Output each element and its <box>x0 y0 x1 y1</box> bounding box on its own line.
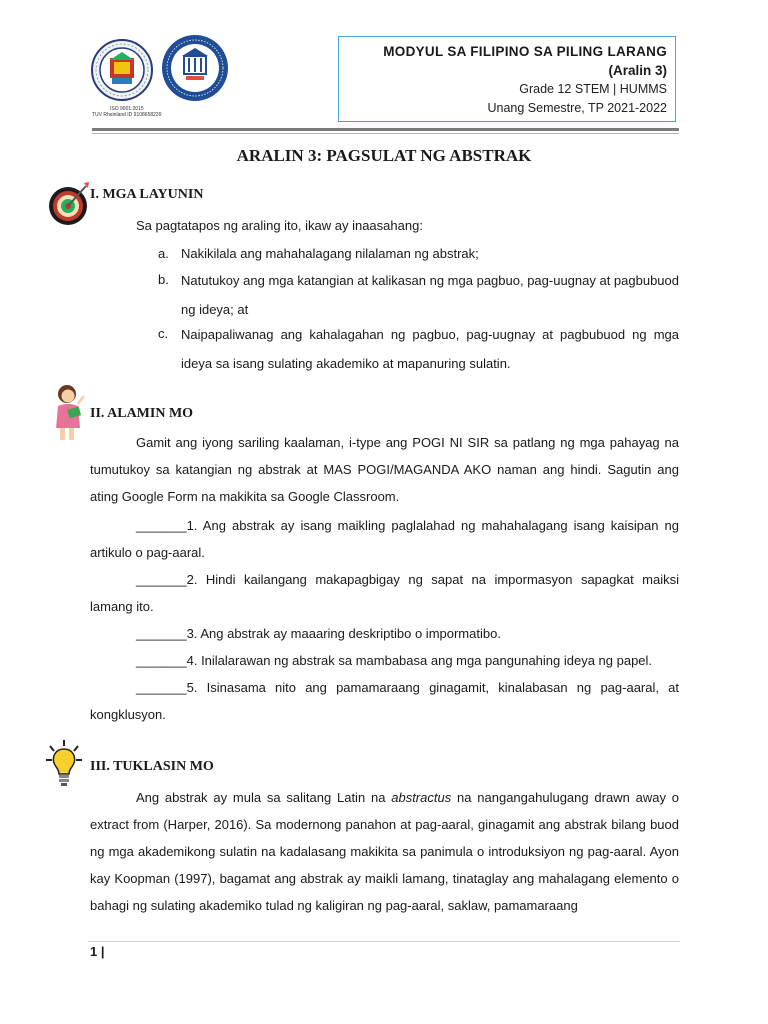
statement-4: _______4. Inilalarawan ng abstrak sa mambabasa ang mga pangunahing ideya ng papel. <box>136 653 653 668</box>
section-3-heading: III. TUKLASIN MO <box>90 759 214 774</box>
section-3-paragraph <box>90 784 679 919</box>
lightbulb-icon <box>44 738 84 788</box>
objective-b-text: Natutukoy ang mga katangian at kalikasan ng mga pagbuo, pag-uugnay at pagbubuod ng ideya; at <box>181 273 679 317</box>
header-divider <box>92 128 679 131</box>
module-info-box <box>338 36 676 122</box>
statement-3: _______3. Ang abstrak ay maaaring deskriptibo o impormatibo. <box>136 626 501 641</box>
page-number: 1 | <box>90 944 105 959</box>
logo-certification-caption <box>92 106 172 118</box>
teacher-reading-icon <box>52 384 86 442</box>
section-1-heading: I. MGA LAYUNIN <box>90 187 204 202</box>
tuv-caption: TUV Rheinland ID 9108658239 <box>92 112 162 118</box>
objective-a-text: Nakikilala ang mahahalagang nilalaman ng abstrak; <box>181 246 479 261</box>
section-2-heading: II. ALAMIN MO <box>90 406 194 421</box>
paragraph-rest: na nangangahulugang drawn away o extract from (Harper, 2016). Sa modernong panahon at pag-aaral, ginagamit ang abstrak bilang buod ng mga akademikong sulatin na kadalasang makikita sa panimula o introduksiyon ng pag-aaral. Ayon kay Koopman (1997), bagamat ang abstrak ay maikli lamang, tinataglay ang mahalagang elemento o bahagi ng sulating akademiko tulad ng kaligiran ng pag-aaral, saklaw, pamamaraang <box>90 790 679 913</box>
footer-divider <box>88 941 680 942</box>
iso-caption: ISO 9001:2015 <box>110 106 144 112</box>
semester-label: Unang Semestre, TP 2021-2022 <box>487 101 667 115</box>
school-seal-logo <box>90 36 154 110</box>
grade-label: Grade 12 STEM | HUMMS <box>519 82 667 96</box>
latin-term: abstractus <box>391 790 452 805</box>
statement-5: _______5. Isinasama nito ang pamamaraang ginagamit, kinalabasan ng pag-aaral, at kongklusyon. <box>90 680 679 722</box>
lesson-ref: (Aralin 3) <box>608 63 667 78</box>
section-2-intro: Gamit ang iyong sariling kaalaman, i-type ang POGI NI SIR sa patlang ng mga pahayag na tumutukoy sa katangian ng abstrak at MAS POGI/MAGANDA AKO naman ang hindi. Sagutin ang ating Google Form na makikita sa Google Classroom. <box>90 435 679 504</box>
objective-c-text: Naipapaliwanag ang kahalagahan ng pagbuo, pag-uugnay at pagbubuod ng mga ideya sa isang sulating akademiko at mapanuring sulatin. <box>181 327 679 371</box>
section-1-intro: Sa pagtatapos ng araling ito, ikaw ay inaasahang: <box>136 218 423 233</box>
module-title: MODYUL SA FILIPINO SA PILING LARANG <box>383 44 667 59</box>
objective-c-letter: c. <box>158 326 169 341</box>
objective-a-letter: a. <box>158 246 169 261</box>
dartboard-icon <box>48 180 90 228</box>
statement-1: _______1. Ang abstrak ay isang maikling paglalahad ng mahahalagang isang kaisipan ng artikulo o pag-aaral. <box>90 518 679 560</box>
header-divider-thin <box>92 133 679 134</box>
university-seal-logo <box>160 32 230 104</box>
paragraph-start: Ang abstrak ay mula sa salitang Latin na <box>136 790 392 805</box>
statement-2: _______2. Hindi kailangang makapagbigay ng sapat na impormasyon sapagkat maiksi lamang ito. <box>90 572 679 614</box>
lesson-title: ARALIN 3: PAGSULAT NG ABSTRAK <box>236 146 532 165</box>
objective-b-letter: b. <box>158 272 169 287</box>
